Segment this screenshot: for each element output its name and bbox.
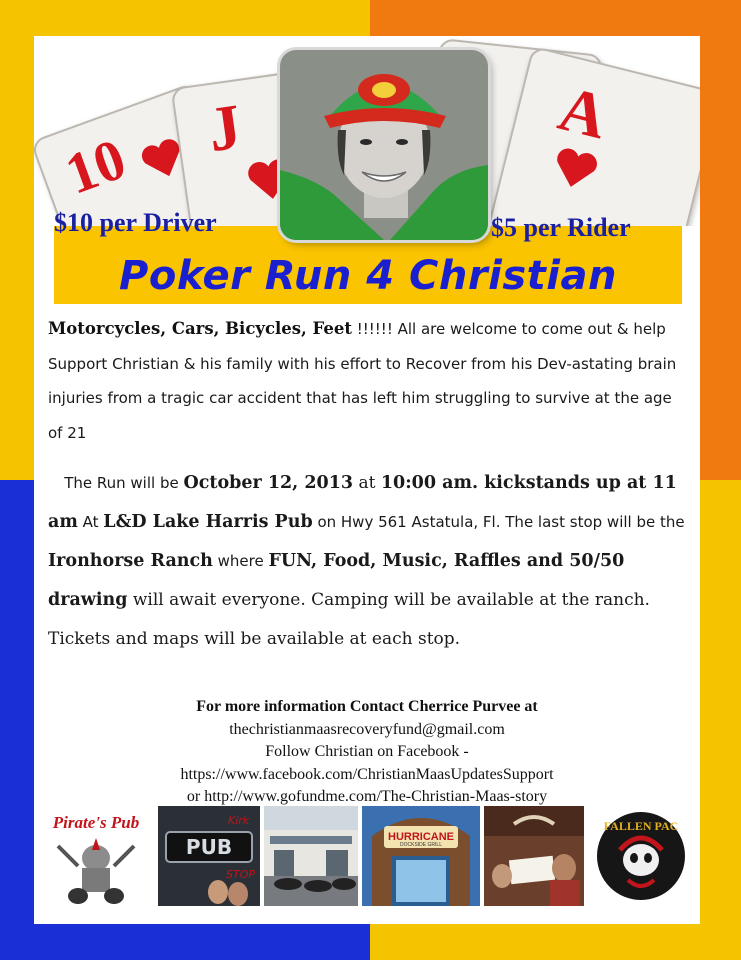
hurricane-grill-photo [362, 806, 480, 906]
run-at2: At [77, 513, 104, 531]
intro-paragraph [48, 312, 688, 450]
where-text: where [212, 552, 269, 570]
kirk-pub-text: PUB [185, 835, 233, 859]
contact-header: For more information Contact Cherrice Purvee at [196, 698, 538, 715]
pirates-pub-logo [38, 806, 154, 906]
card-ten-rank: 10 [57, 125, 134, 207]
camping-text: Camping will be available at the ranch. Tickets and maps will be available at each stop. [48, 590, 650, 649]
rider-price: $5 per Rider [491, 213, 631, 242]
run-date: October 12, 2013 [183, 473, 354, 493]
driver-price: $10 per Driver [54, 208, 217, 237]
run-at: at [353, 473, 381, 493]
kirk-text: Kirk [228, 814, 250, 827]
run-prefix: The Run will be [64, 474, 184, 492]
page-title: Poker Run 4 Christian [119, 253, 617, 299]
venue-name: L&D Lake Harris Pub [103, 512, 313, 532]
stop-text: STOP [226, 868, 255, 881]
contact-section [94, 696, 640, 809]
pirates-pub-text: Pirate's Pub [52, 813, 140, 832]
activities: FUN, Food, Music, Raffles and 50/50 drawing [48, 551, 625, 610]
venue-location: on Hwy 561 Astatula, Fl. [312, 513, 501, 531]
details-paragraph [48, 464, 688, 659]
run-time: 10:00 am. kickstands up at 11 am [48, 473, 677, 532]
pub-interior-photo [484, 806, 584, 906]
flyer-content [34, 36, 700, 924]
sponsor-logos [34, 806, 700, 906]
intro-lead: Motorcycles, Cars, Bicycles, Feet [48, 319, 352, 338]
card-jack-rank: J [203, 90, 246, 166]
ranch-name: Ironhorse Ranch [48, 551, 213, 571]
card-ace-rank: A [552, 72, 615, 153]
follow-text: Follow Christian on Facebook - [265, 743, 469, 760]
intro-text: !!!!!! All are welcome to come out & help Support Christian & his family with his effort to Recover from his Dev-astating brain injuries from a tragic car accident that has left him struggling to survive at the age of 21 [48, 320, 677, 442]
facebook-link[interactable]: https://www.facebook.com/ChristianMaasUpdatesSupport [180, 765, 554, 783]
kirk-pub-stop-photo [158, 806, 260, 906]
fallen-pac-logo [588, 806, 694, 906]
hurricane-sub-text: DOCKSIDE GRILL [400, 842, 442, 848]
contact-email[interactable]: thechristianmaasrecoveryfund@gmail.com [229, 720, 505, 738]
gofundme-link[interactable]: or http://www.gofundme.com/The-Christian-Maas-story [186, 788, 548, 805]
hurricane-text: HURRICANE [388, 831, 454, 843]
christian-photo [280, 50, 488, 240]
last-stop-prefix: The last stop will be the [500, 513, 685, 531]
fallen-pac-text: FALLEN PAC [603, 819, 679, 833]
await-text: will await everyone. [127, 590, 306, 610]
bike-shop-photo [264, 806, 358, 906]
